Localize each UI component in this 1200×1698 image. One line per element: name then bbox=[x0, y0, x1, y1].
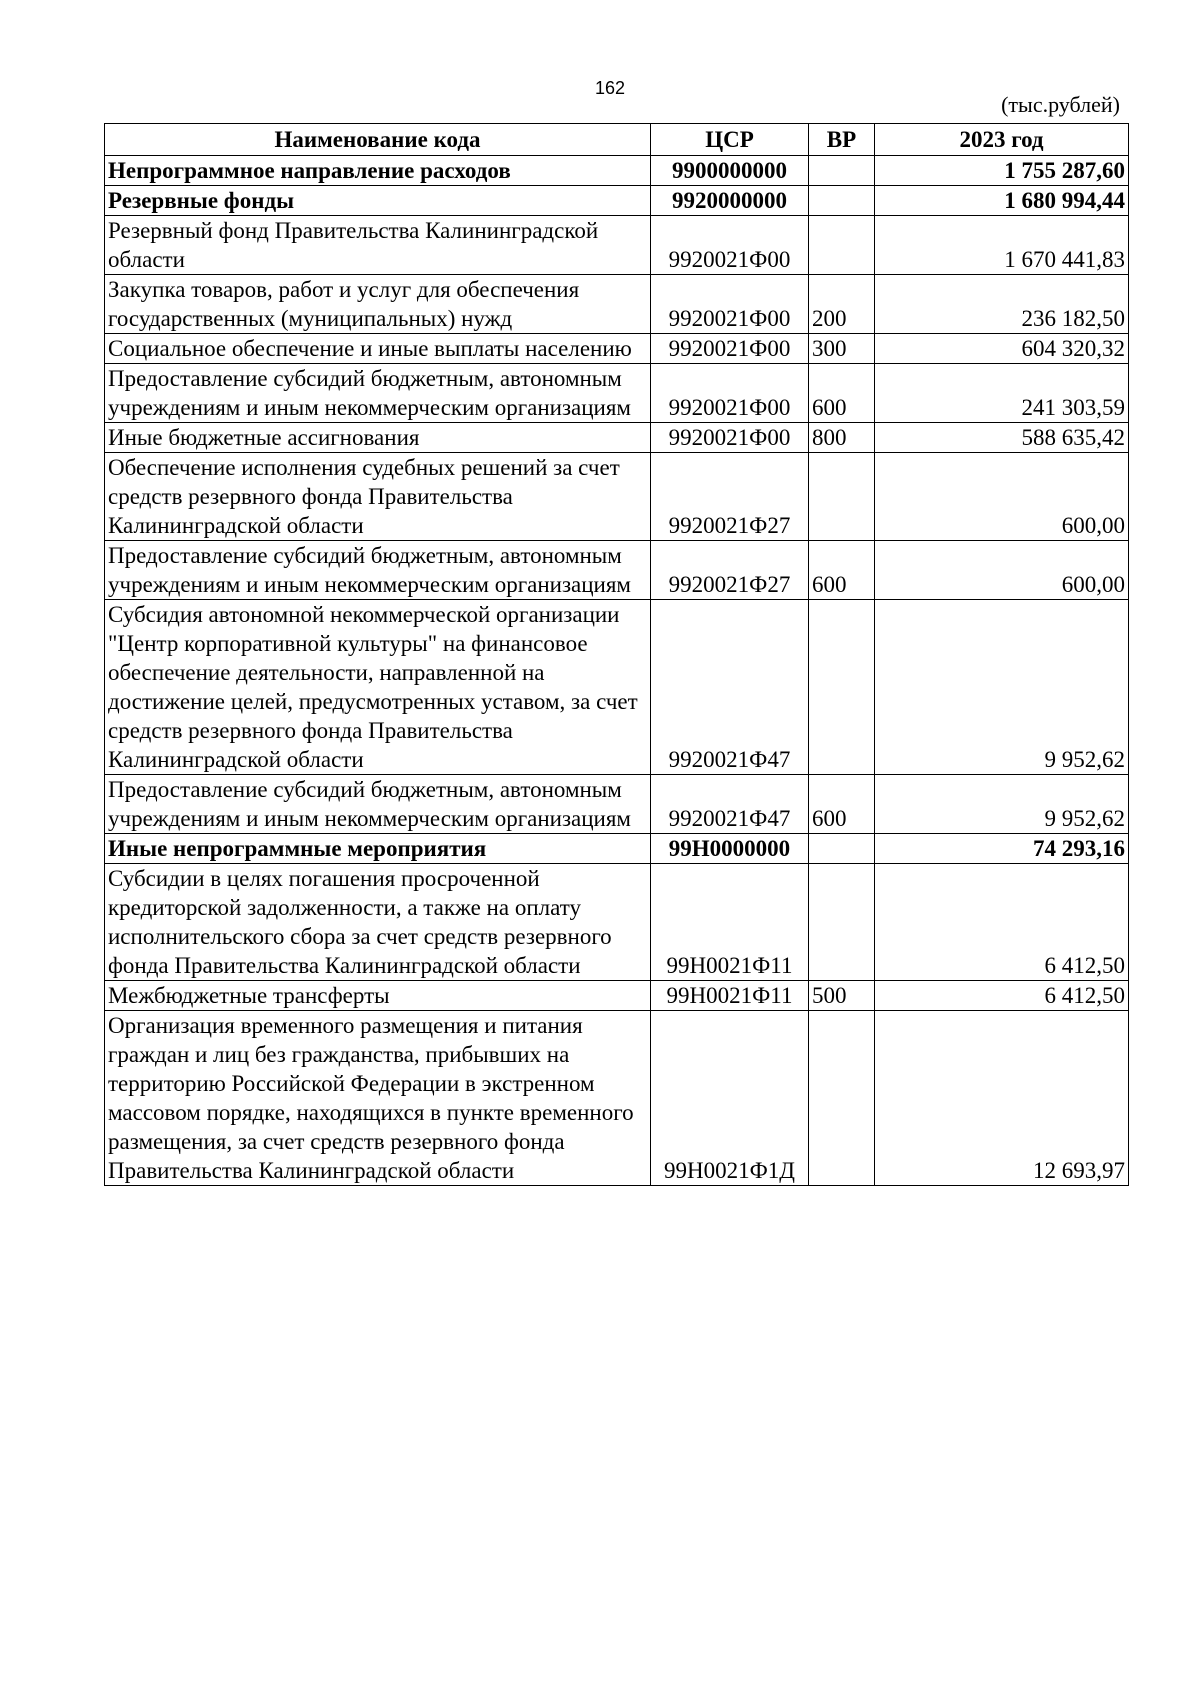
table-row bbox=[105, 834, 1129, 864]
cell-csr: 9920021Ф00 bbox=[651, 216, 809, 275]
table-row bbox=[105, 156, 1129, 186]
cell-csr: 9920021Ф00 bbox=[651, 275, 809, 334]
cell-vr bbox=[809, 834, 875, 864]
table-row bbox=[105, 423, 1129, 453]
cell-vr bbox=[809, 186, 875, 216]
budget-table bbox=[104, 123, 1129, 1186]
cell-csr: 9920021Ф00 bbox=[651, 423, 809, 453]
cell-vr bbox=[809, 1011, 875, 1186]
cell-csr: 9920021Ф47 bbox=[651, 775, 809, 834]
cell-name: Иные непрограммные мероприятия bbox=[105, 834, 651, 864]
cell-name: Резервные фонды bbox=[105, 186, 651, 216]
cell-vr bbox=[809, 600, 875, 775]
cell-sum: 6 412,50 bbox=[875, 864, 1129, 981]
cell-name: Предоставление субсидий бюджетным, автономным учреждениям и иным некоммерческим организациям bbox=[105, 541, 651, 600]
cell-sum: 9 952,62 bbox=[875, 775, 1129, 834]
cell-vr: 500 bbox=[809, 981, 875, 1011]
cell-sum: 604 320,32 bbox=[875, 334, 1129, 364]
cell-csr: 9920021Ф00 bbox=[651, 334, 809, 364]
table-header-row bbox=[105, 124, 1129, 156]
cell-csr: 9920021Ф27 bbox=[651, 541, 809, 600]
header-name: Наименование кода bbox=[105, 124, 651, 156]
cell-name: Социальное обеспечение и иные выплаты населению bbox=[105, 334, 651, 364]
cell-name: Обеспечение исполнения судебных решений за счет средств резервного фонда Правительства Калининградской области bbox=[105, 453, 651, 541]
cell-sum: 588 635,42 bbox=[875, 423, 1129, 453]
table-row bbox=[105, 216, 1129, 275]
cell-name: Организация временного размещения и питания граждан и лиц без гражданства, прибывших на территорию Российской Федерации в экстренном массовом порядке, находящихся в пункте временного размещения, за счет средств резервного фонда Правительства Калининградской области bbox=[105, 1011, 651, 1186]
cell-csr: 9920021Ф00 bbox=[651, 364, 809, 423]
cell-csr: 9920000000 bbox=[651, 186, 809, 216]
cell-name: Субсидия автономной некоммерческой организации "Центр корпоративной культуры" на финансовое обеспечение деятельности, направленной на достижение целей, предусмотренных уставом, за счет средств резервного фонда Правительства Калининградской области bbox=[105, 600, 651, 775]
cell-name: Иные бюджетные ассигнования bbox=[105, 423, 651, 453]
cell-vr bbox=[809, 156, 875, 186]
cell-vr: 600 bbox=[809, 364, 875, 423]
cell-name: Предоставление субсидий бюджетным, автономным учреждениям и иным некоммерческим организациям bbox=[105, 775, 651, 834]
table-row bbox=[105, 864, 1129, 981]
cell-vr: 300 bbox=[809, 334, 875, 364]
cell-sum: 12 693,97 bbox=[875, 1011, 1129, 1186]
cell-sum: 9 952,62 bbox=[875, 600, 1129, 775]
cell-sum: 1 670 441,83 bbox=[875, 216, 1129, 275]
cell-name: Закупка товаров, работ и услуг для обеспечения государственных (муниципальных) нужд bbox=[105, 275, 651, 334]
cell-vr: 800 bbox=[809, 423, 875, 453]
table-row bbox=[105, 1011, 1129, 1186]
table-row bbox=[105, 364, 1129, 423]
cell-name: Непрограммное направление расходов bbox=[105, 156, 651, 186]
header-csr: ЦСР bbox=[651, 124, 809, 156]
cell-csr: 99Н0021Ф11 bbox=[651, 864, 809, 981]
table-row bbox=[105, 775, 1129, 834]
cell-vr bbox=[809, 453, 875, 541]
cell-name: Субсидии в целях погашения просроченной кредиторской задолженности, а также на оплату исполнительского сбора за счет средств резервного фонда Правительства Калининградской области bbox=[105, 864, 651, 981]
table-row bbox=[105, 453, 1129, 541]
cell-sum: 236 182,50 bbox=[875, 275, 1129, 334]
cell-csr: 99Н0000000 bbox=[651, 834, 809, 864]
cell-sum: 6 412,50 bbox=[875, 981, 1129, 1011]
cell-csr: 99Н0021Ф1Д bbox=[651, 1011, 809, 1186]
cell-name: Резервный фонд Правительства Калининградской области bbox=[105, 216, 651, 275]
cell-sum: 1 680 994,44 bbox=[875, 186, 1129, 216]
cell-csr: 9920021Ф47 bbox=[651, 600, 809, 775]
table-row bbox=[105, 541, 1129, 600]
header-vr: ВР bbox=[809, 124, 875, 156]
cell-sum: 600,00 bbox=[875, 541, 1129, 600]
header-sum: 2023 год bbox=[875, 124, 1129, 156]
table-body bbox=[105, 156, 1129, 1186]
cell-vr: 600 bbox=[809, 775, 875, 834]
table-row bbox=[105, 186, 1129, 216]
page-number: 162 bbox=[594, 78, 626, 98]
cell-vr: 600 bbox=[809, 541, 875, 600]
cell-name: Предоставление субсидий бюджетным, автономным учреждениям и иным некоммерческим организациям bbox=[105, 364, 651, 423]
cell-sum: 600,00 bbox=[875, 453, 1129, 541]
table-row bbox=[105, 334, 1129, 364]
cell-sum: 74 293,16 bbox=[875, 834, 1129, 864]
cell-sum: 241 303,59 bbox=[875, 364, 1129, 423]
units-label: (тыс.рублей) bbox=[1001, 92, 1120, 117]
cell-csr: 99Н0021Ф11 bbox=[651, 981, 809, 1011]
cell-csr: 9920021Ф27 bbox=[651, 453, 809, 541]
cell-csr: 9900000000 bbox=[651, 156, 809, 186]
cell-vr bbox=[809, 216, 875, 275]
cell-sum: 1 755 287,60 bbox=[875, 156, 1129, 186]
cell-name: Межбюджетные трансферты bbox=[105, 981, 651, 1011]
table-row bbox=[105, 600, 1129, 775]
cell-vr bbox=[809, 864, 875, 981]
table-row bbox=[105, 275, 1129, 334]
table-row bbox=[105, 981, 1129, 1011]
cell-vr: 200 bbox=[809, 275, 875, 334]
